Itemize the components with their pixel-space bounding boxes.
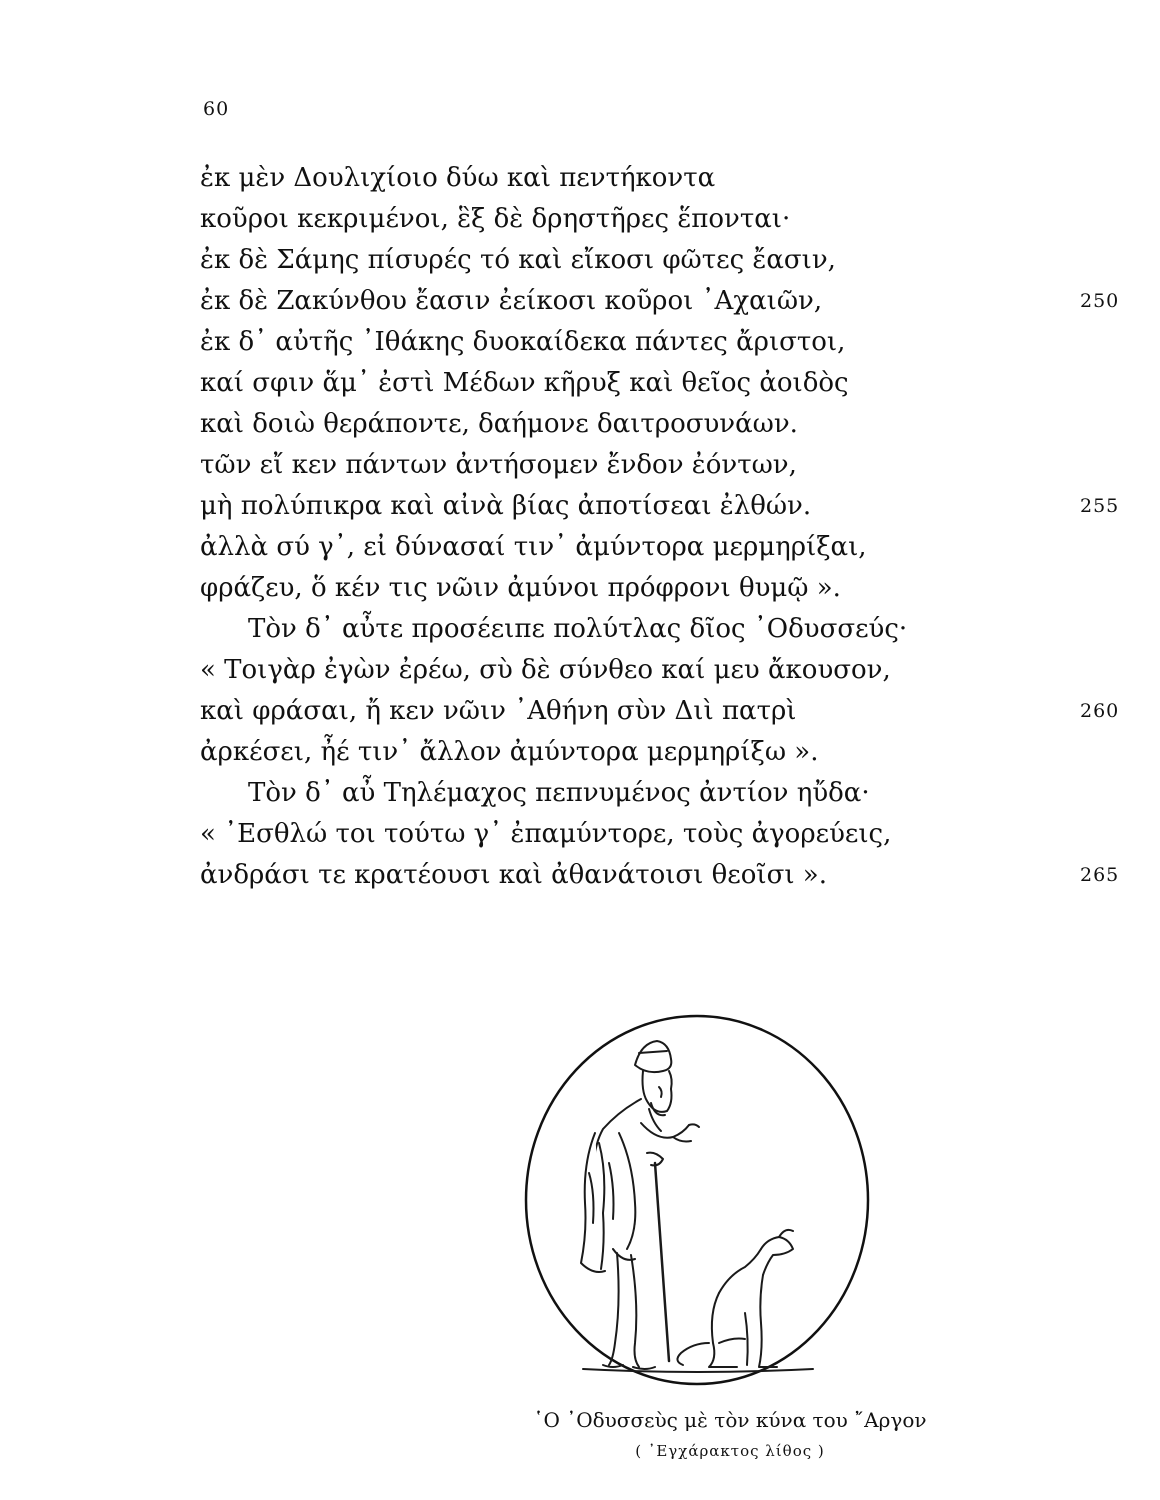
verse-line <box>200 363 1140 404</box>
verse-text: καί σφιν ἅμ᾿ ἐστὶ Μέδων κῆρυξ καὶ θεῖος ἀοιδὸς <box>200 368 849 398</box>
verse-line <box>200 650 1140 691</box>
verse-text: « ᾿Εσθλώ τοι τούτω γ᾿ ἐπαμύντορε, τοὺς ἀγορεύεις, <box>200 819 892 849</box>
verse-line <box>200 855 1140 896</box>
verse-line <box>200 404 1140 445</box>
verse-text: Τὸν δ᾿ αὖτε προσέειπε πολύτλας δῖος ᾿Οδυσσεύς· <box>248 614 908 644</box>
odysseus-and-argos-drawing <box>523 1013 871 1387</box>
verse-line <box>200 158 1140 199</box>
verse-text: ἐκ δὲ Σάμης πίσυρές τό καὶ εἴκοσι φῶτες ἔασιν, <box>200 245 836 275</box>
verse-text: « Τοιγὰρ ἐγὼν ἐρέω, σὺ δὲ σύνθεο καί μευ ἄκουσον, <box>200 655 891 685</box>
verse-text: ἐκ δὲ Ζακύνθου ἔασιν ἐείκοσι κοῦροι ᾿Αχαιῶν, <box>200 286 823 316</box>
verse-line <box>200 814 1140 855</box>
verse-line-number: 260 <box>1080 700 1120 722</box>
verse-text: ἀρκέσει, ἦέ τιν᾿ ἄλλον ἀμύντορα μερμηρίξω ». <box>200 737 819 767</box>
verse-line-number: 250 <box>1080 290 1120 312</box>
verse-line <box>200 568 1140 609</box>
verse-line <box>200 322 1140 363</box>
verse-line <box>200 199 1140 240</box>
verse-line <box>200 527 1140 568</box>
verse-text: ἀνδράσι τε κρατέουσι καὶ ἀθανάτοισι θεοῖσι ». <box>200 860 827 890</box>
verse-line <box>200 691 1140 732</box>
verse-line <box>200 445 1140 486</box>
verse-text: Τὸν δ᾿ αὖ Τηλέμαχος πεπνυμένος ἀντίον ηὔδα· <box>248 778 870 808</box>
verse-line <box>200 240 1140 281</box>
verse-line-number: 255 <box>1080 495 1120 517</box>
verse-text: ἀλλὰ σύ γ᾿, εἰ δύνασαί τιν᾿ ἀμύντορα μερμηρίξαι, <box>200 532 867 562</box>
verse-text: κοῦροι κεκριμένοι, ἓξ δὲ δρηστῆρες ἕπονται· <box>200 204 791 234</box>
verse-line <box>200 281 1140 322</box>
verse-text: καὶ δοιὼ θεράποντε, δαήμονε δαιτροσυνάων. <box>200 409 798 439</box>
verse-line <box>200 486 1140 527</box>
engraved-gem-illustration <box>523 1013 871 1387</box>
verse-line <box>200 732 1140 773</box>
page-number: 60 <box>203 98 230 120</box>
verse-line <box>200 773 1140 814</box>
verse-text: τῶν εἴ κεν πάντων ἀντήσομεν ἔνδον ἐόντων, <box>200 450 797 480</box>
verse-text: μὴ πολύπικρα καὶ αἰνὰ βίας ἀποτίσεαι ἐλθών. <box>200 491 812 521</box>
figure-caption: ῾Ο ᾿Οδυσσεὺς μὲ τὸν κύνα του ῎Αργον <box>533 1408 927 1432</box>
verse-text: ἐκ μὲν Δουλιχίοιο δύω καὶ πεντήκοντα <box>200 163 716 193</box>
verse-text: καὶ φράσαι, ἤ κεν νῶιν ᾿Αθήνη σὺν Διὶ πατρὶ <box>200 696 797 726</box>
verse-line <box>200 609 1140 650</box>
verse-text: ἐκ δ᾿ αὐτῆς ᾿Ιθάκης δυοκαίδεκα πάντες ἄριστοι, <box>200 327 846 357</box>
figure-subcaption: ( ᾿Εγχάρακτος λίθος ) <box>635 1442 825 1460</box>
verse-line-number: 265 <box>1080 864 1120 886</box>
verse-block <box>200 158 1140 896</box>
verse-text: φράζευ, ὅ κέν τις νῶιν ἀμύνοι πρόφρονι θυμῷ ». <box>200 573 841 603</box>
